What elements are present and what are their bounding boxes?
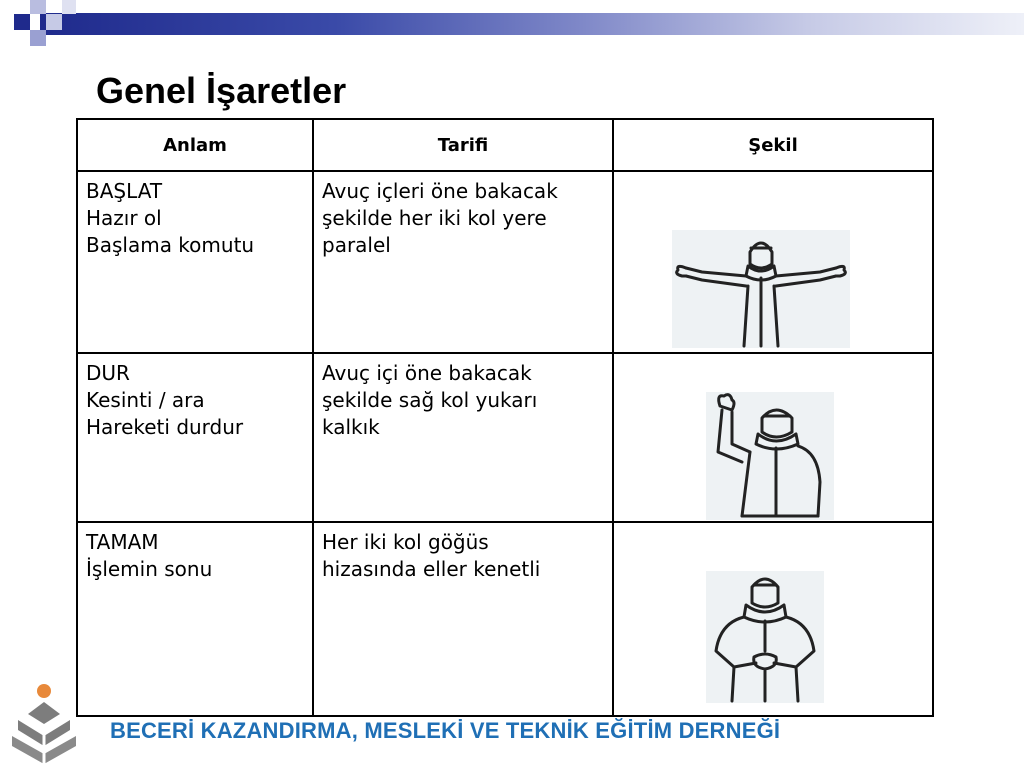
table-row: [77, 353, 933, 522]
tarifi-line: kalkık: [322, 415, 380, 439]
cell-anlam: [77, 353, 313, 522]
anlam-line: Kesinti / ara: [86, 388, 205, 412]
decor-square-light: [62, 0, 76, 14]
anlam-line: Hareketi durdur: [86, 415, 244, 439]
decor-square-light: [30, 0, 46, 14]
anlam-line: Hazır ol: [86, 206, 162, 230]
right-arm-raised-figure-icon: [706, 392, 834, 520]
tarifi-line: Her iki kol göğüs: [322, 530, 489, 554]
header-gradient-bar: [40, 13, 1024, 35]
column-header-anlam: Anlam: [77, 119, 313, 171]
anlam-line: DUR: [86, 361, 130, 385]
tarifi-line: Avuç içi öne bakacak: [322, 361, 532, 385]
tarifi-line: hizasında eller kenetli: [322, 557, 541, 581]
column-header-tarifi: Tarifi: [313, 119, 613, 171]
cell-sekil: [613, 522, 933, 716]
tarifi-line: şekilde sağ kol yukarı: [322, 388, 538, 412]
decor-square-light: [30, 30, 46, 46]
cell-tarifi: [313, 171, 613, 353]
decor-square-dark: [14, 14, 30, 30]
cell-sekil: [613, 171, 933, 353]
table-row: [77, 522, 933, 716]
anlam-line: İşlemin sonu: [86, 557, 213, 581]
signals-table: [76, 118, 934, 717]
anlam-line: TAMAM: [86, 530, 159, 554]
anlam-line: BAŞLAT: [86, 179, 163, 203]
decor-square-light: [46, 14, 62, 30]
table-header-row: [77, 119, 933, 171]
table-row: [77, 171, 933, 353]
anlam-line: Başlama komutu: [86, 233, 255, 257]
page-title: Genel İşaretler: [96, 70, 347, 111]
tarifi-line: paralel: [322, 233, 391, 257]
hands-clasped-figure-icon: [706, 571, 824, 703]
cell-tarifi: [313, 522, 613, 716]
arms-outstretched-figure-icon: [672, 230, 850, 348]
tarifi-line: şekilde her iki kol yere: [322, 206, 547, 230]
tarifi-line: Avuç içleri öne bakacak: [322, 179, 558, 203]
footer-organization-name: BECERİ KAZANDIRMA, MESLEKİ VE TEKNİK EĞİTİM DERNEĞİ: [110, 718, 781, 743]
cell-sekil: [613, 353, 933, 522]
cell-anlam: [77, 171, 313, 353]
cell-anlam: [77, 522, 313, 716]
cell-tarifi: [313, 353, 613, 522]
book-sprout-logo-icon: [8, 684, 88, 768]
header-band: [0, 0, 1024, 46]
column-header-sekil: Şekil: [613, 119, 933, 171]
